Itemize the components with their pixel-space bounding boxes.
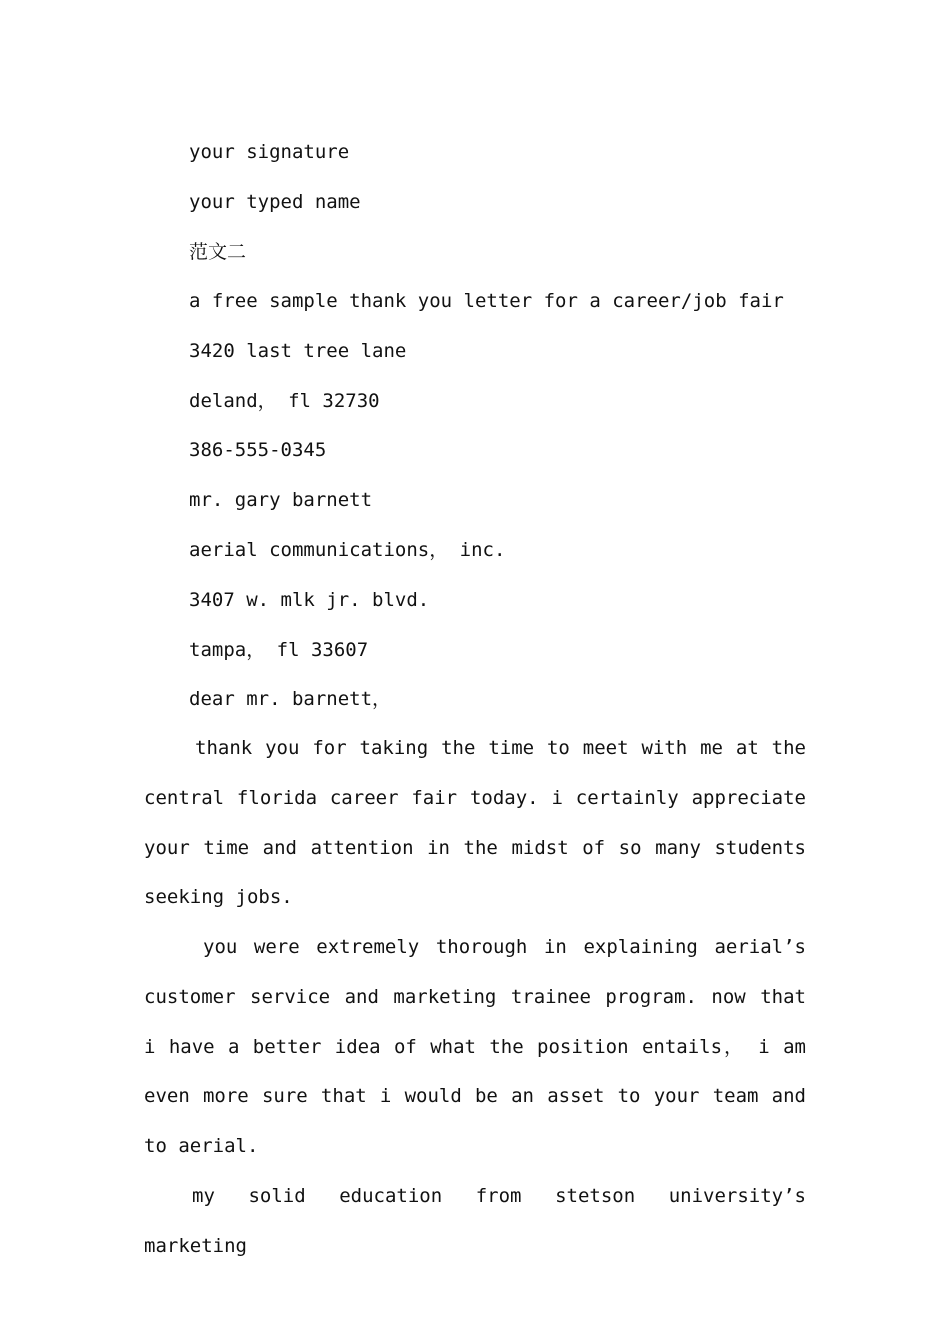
body-paragraph-text: you were extremely thorough in explaining aerial’s customer service and marketing trainee program. now that i have a better idea of what the position entails， i am even more sure that i would be an asset to your team and to aerial.	[144, 936, 806, 1158]
recipient-name: mr. gary barnett	[189, 489, 373, 511]
typed-name-line: your typed name	[189, 191, 361, 213]
body-paragraph-text: thank you for taking the time to meet with me at the central florida career fair today. i certainly appreciate your time and attention in the midst of so many students seeking jobs.	[144, 737, 806, 909]
body-paragraph	[144, 724, 806, 923]
body-paragraph-text: my solid education from stetson university’s marketing	[144, 1185, 806, 1257]
signature-line: your signature	[189, 141, 350, 163]
sender-street: 3420 last tree lane	[189, 340, 407, 362]
section-heading: 范文二	[189, 241, 247, 263]
recipient-company: aerial communications， inc.	[189, 539, 506, 561]
recipient-city-state-zip: tampa， fl 33607	[189, 639, 369, 661]
letter-title: a free sample thank you letter for a career/job fair	[189, 290, 784, 312]
salutation: dear mr. barnett，	[189, 688, 392, 710]
recipient-street: 3407 w. mlk jr. blvd.	[189, 589, 430, 611]
sender-city-state-zip: deland， fl 32730	[189, 390, 380, 412]
sender-phone: 386-555-0345	[189, 439, 327, 461]
body-paragraph	[144, 923, 806, 1172]
body-paragraph	[144, 1172, 806, 1272]
